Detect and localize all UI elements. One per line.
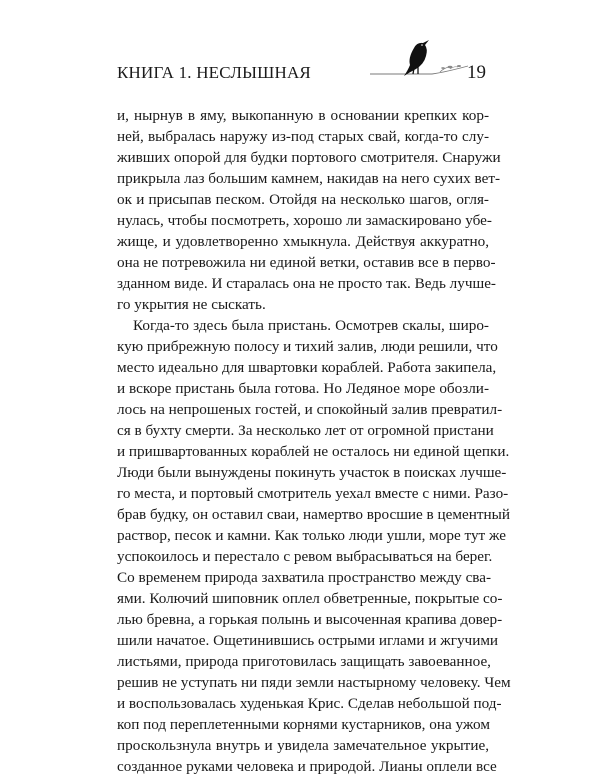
text-line: брав будку, он оставил сваи, намертво вросшие в цементный <box>117 506 510 523</box>
text-line: прикрыла лаз большим камнем, накидав на него сухих вет- <box>117 170 501 187</box>
text-line: ней, выбралась наружу из-под старых свай, когда-то слу- <box>117 128 489 145</box>
text-line: го укрытия не сыскать. <box>117 296 266 313</box>
text-line: лью бревна, а горькая полынь и высоченная крапива довер- <box>117 611 503 628</box>
text-line: созданное руками человека и природой. Лианы оплели все <box>117 758 497 775</box>
text-line: зданном виде. И старалась она не просто так. Ведь лучше- <box>117 275 496 292</box>
text-line: лось на непрошеных гостей, и спокойный залив превратил- <box>117 401 503 418</box>
text-line: листьями, природа приготовилась защищать завоеванное, <box>117 653 491 670</box>
text-line: место идеально для швартовки кораблей. Работа закипела, <box>117 359 497 376</box>
text-line: живших опорой для будки портового смотрителя. Снаружи <box>117 149 501 166</box>
text-line: она не потревожила ни единой ветки, оставив все в перво- <box>117 254 496 271</box>
text-line: коп под переплетенными корнями кустарников, она ужом <box>117 716 490 733</box>
text-line: раствор, песок и камни. Как только люди ушли, море тут же <box>117 527 506 544</box>
text-line: жище, и удовлетворенно хмыкнула. Действуя аккуратно, <box>117 233 489 250</box>
text-line: и вскоре пристань была готова. Но Ледяное море обозли- <box>117 380 489 397</box>
text-line: Люди были вынуждены покинуть участок в поисках лучше- <box>117 464 507 481</box>
page-number: 19 <box>467 62 486 83</box>
text-line: ок и присыпав песком. Отойдя на несколько шагов, огля- <box>117 191 489 208</box>
text-line: и воспользовалась худенькая Крис. Сделав небольшой под- <box>117 695 502 712</box>
text-line: ся в бухту смерти. За несколько лет от огромной пристани <box>117 422 494 439</box>
text-line: нулась, чтобы посмотреть, хорошо ли замаскировано убе- <box>117 212 492 229</box>
body-text <box>117 105 511 777</box>
text-line: ями. Колючий шиповник оплел обветренные, покрытые со- <box>117 590 503 607</box>
text-line: проскользнула внутрь и увидела замечательное укрытие, <box>117 737 489 754</box>
text-line: успокоилось и перестало с ревом выбрасываться на берег. <box>117 548 493 565</box>
raven-on-branch-icon <box>370 34 470 86</box>
paragraph-start-line: Когда-то здесь была пристань. Осмотрев скалы, широ- <box>133 317 489 334</box>
text-line: и, нырнув в яму, выкопанную в основании крепких кор- <box>117 107 489 124</box>
text-line: и пришвартованных кораблей не осталось ни единой щепки. <box>117 443 510 460</box>
text-line: кую прибрежную полосу и тихий залив, люди решили, что <box>117 338 498 355</box>
running-title: КНИГА 1. НЕСЛЫШНАЯ <box>117 63 311 82</box>
text-line: шили начатое. Ощетинившись острыми иглами и жгучими <box>117 632 499 649</box>
text-line: го места, и портовый смотритель уехал вместе с ними. Разо- <box>117 485 509 502</box>
text-line: решив не уступать ни пяди земли настырному человеку. Чем <box>117 674 511 691</box>
text-line: Со временем природа захватила пространство между сва- <box>117 569 492 586</box>
